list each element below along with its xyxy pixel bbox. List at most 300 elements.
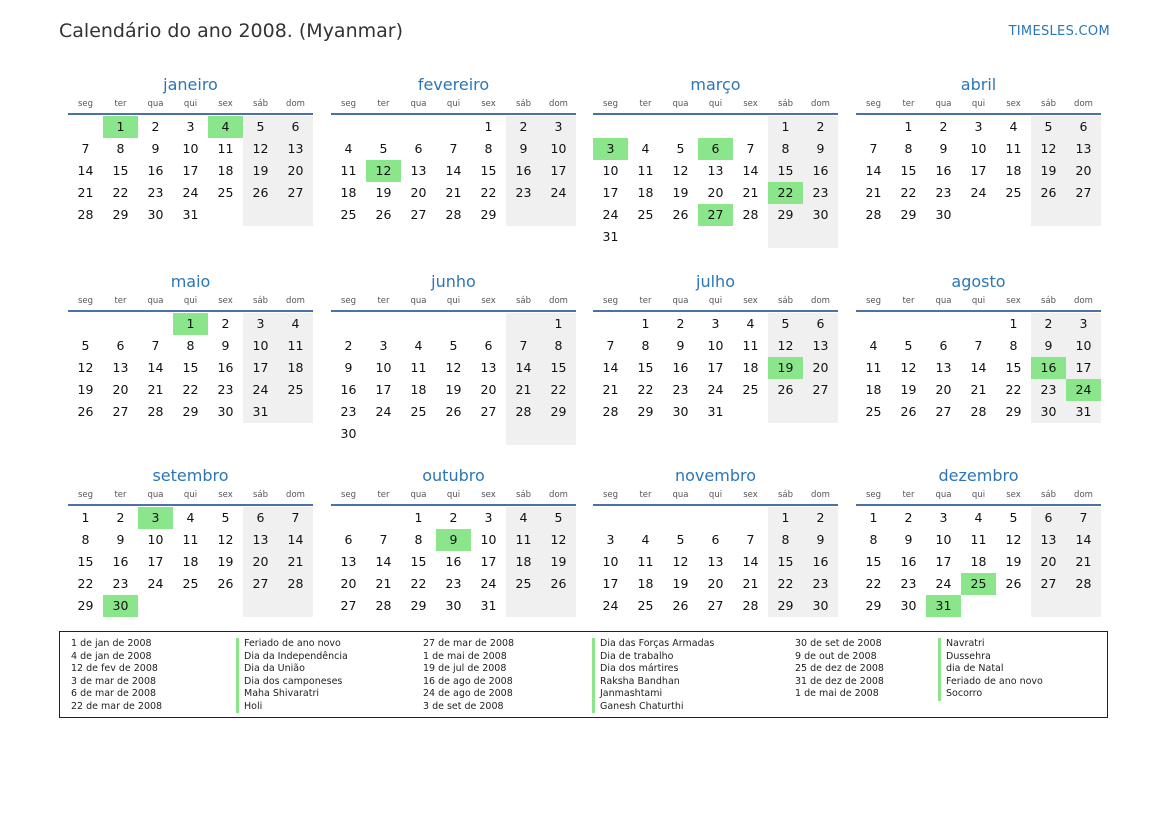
weekday-label: sáb <box>515 99 532 109</box>
day-cell: 13 <box>935 360 952 375</box>
day-cell: 26 <box>445 404 462 419</box>
day-cell: 28 <box>602 404 619 419</box>
day-cell: 5 <box>676 141 685 156</box>
day-cell: 11 <box>637 163 654 178</box>
day-cell: 30 <box>217 404 234 419</box>
day-cell: 9 <box>939 141 948 156</box>
empty-cell <box>331 116 366 138</box>
empty-cell <box>698 507 733 529</box>
day-cell: 27 <box>340 598 357 613</box>
weekday-label: sex <box>743 296 758 306</box>
weekend-day-cell: 27 <box>1066 182 1101 204</box>
empty-cell <box>401 116 436 138</box>
weekday-label: qua <box>410 490 427 500</box>
weekday-header <box>331 294 576 312</box>
day-cell: 25 <box>742 382 759 397</box>
day-cell: 5 <box>379 141 388 156</box>
empty-cell <box>506 313 541 335</box>
day-cell: 10 <box>707 338 724 353</box>
day-cell: 3 <box>186 119 195 134</box>
day-cell: 9 <box>676 338 685 353</box>
day-cell: 12 <box>217 532 234 547</box>
day-cell: 14 <box>77 163 94 178</box>
day-cell: 26 <box>900 404 917 419</box>
weekend-day-cell: 28 <box>278 573 313 595</box>
day-cell: 17 <box>182 163 199 178</box>
day-cell: 10 <box>935 532 952 547</box>
holiday-day-cell: 1 <box>103 116 138 138</box>
weekend-day-cell: 6 <box>243 507 278 529</box>
weekend-day-cell: 27 <box>803 379 838 401</box>
weekend-day-cell: 23 <box>803 573 838 595</box>
day-cell: 23 <box>900 576 917 591</box>
legend-dates-col-2 <box>423 638 514 713</box>
day-cell: 11 <box>742 338 759 353</box>
weekday-label: ter <box>114 296 127 306</box>
day-cell: 24 <box>147 576 164 591</box>
empty-cell <box>856 313 891 335</box>
day-cell: 23 <box>445 576 462 591</box>
empty-cell <box>138 595 173 617</box>
weekend-day-cell: 18 <box>278 357 313 379</box>
day-cell: 7 <box>379 532 388 547</box>
empty-cell <box>208 204 243 226</box>
day-cell: 18 <box>340 185 357 200</box>
day-cell: 23 <box>935 185 952 200</box>
legend-entry: 22 de mar de 2008 <box>71 700 163 712</box>
site-link[interactable]: TIMESLES.COM <box>1008 24 1110 39</box>
month-agosto <box>856 271 1101 423</box>
weekday-label: qua <box>147 99 164 109</box>
weekday-label: sex <box>743 99 758 109</box>
day-cell: 7 <box>869 141 878 156</box>
weekend-day-cell: 1 <box>768 507 803 529</box>
day-cell: 8 <box>1009 338 1018 353</box>
day-cell: 31 <box>707 404 724 419</box>
weekend-day-cell: 20 <box>243 551 278 573</box>
weekend-day-cell: 15 <box>768 551 803 573</box>
holiday-legend <box>59 631 1108 718</box>
weekend-day-cell: 20 <box>803 357 838 379</box>
empty-cell <box>506 204 541 226</box>
weekend-day-cell: 10 <box>243 335 278 357</box>
weekend-day-cell: 13 <box>278 138 313 160</box>
weekday-header <box>331 488 576 506</box>
empty-cell <box>593 116 628 138</box>
empty-cell <box>891 313 926 335</box>
empty-cell <box>471 313 506 335</box>
day-cell: 29 <box>637 404 654 419</box>
day-cell: 1 <box>1009 316 1018 331</box>
weekday-label: seg <box>340 99 357 109</box>
weekend-day-cell: 18 <box>506 551 541 573</box>
weekday-label: dom <box>286 296 305 306</box>
weekday-label: sáb <box>1040 99 1057 109</box>
weekend-day-cell: 29 <box>768 204 803 226</box>
day-cell: 30 <box>445 598 462 613</box>
day-cell: 19 <box>672 576 689 591</box>
weekend-day-cell: 15 <box>768 160 803 182</box>
empty-cell <box>401 313 436 335</box>
day-cell: 6 <box>344 532 353 547</box>
day-cell: 18 <box>182 554 199 569</box>
holiday-day-cell: 25 <box>961 573 996 595</box>
weekend-day-cell: 4 <box>506 507 541 529</box>
weekend-day-cell: 28 <box>1066 573 1101 595</box>
weekday-label: ter <box>902 296 915 306</box>
weekday-label: seg <box>865 296 882 306</box>
weekday-label: qua <box>935 296 952 306</box>
day-cell: 4 <box>186 510 195 525</box>
weekday-label: ter <box>639 296 652 306</box>
weekend-day-cell: 5 <box>243 116 278 138</box>
weekend-day-cell: 30 <box>803 595 838 617</box>
day-cell: 1 <box>641 316 650 331</box>
day-cell: 24 <box>970 185 987 200</box>
holiday-day-cell: 27 <box>698 204 733 226</box>
legend-entry: 24 de ago de 2008 <box>423 688 513 699</box>
weekday-label: sáb <box>1040 296 1057 306</box>
day-cell: 12 <box>445 360 462 375</box>
day-cell: 10 <box>602 554 619 569</box>
weekday-label: qua <box>672 99 689 109</box>
day-cell: 5 <box>904 338 913 353</box>
month-name: junho <box>431 272 476 291</box>
day-cell: 25 <box>410 404 427 419</box>
day-cell: 29 <box>865 598 882 613</box>
day-cell: 31 <box>602 229 619 244</box>
weekend-day-cell: 3 <box>243 313 278 335</box>
day-cell: 11 <box>340 163 357 178</box>
day-cell: 29 <box>480 207 497 222</box>
weekday-label: sáb <box>252 99 269 109</box>
day-cell: 7 <box>81 141 90 156</box>
day-cell: 10 <box>480 532 497 547</box>
day-cell: 4 <box>344 141 353 156</box>
weekend-day-cell: 6 <box>1031 507 1066 529</box>
weekday-label: qua <box>935 490 952 500</box>
weekend-day-cell: 23 <box>506 182 541 204</box>
day-cell: 22 <box>900 185 917 200</box>
empty-cell <box>68 313 103 335</box>
legend-entry: Holi <box>236 701 348 714</box>
day-cell: 31 <box>182 207 199 222</box>
day-cell: 17 <box>602 185 619 200</box>
day-grid <box>856 116 1101 226</box>
weekend-day-cell: 5 <box>541 507 576 529</box>
weekend-day-cell: 31 <box>243 401 278 423</box>
weekday-label: qui <box>446 296 461 306</box>
legend-entry: 3 de mar de 2008 <box>71 675 157 687</box>
weekend-day-cell: 5 <box>768 313 803 335</box>
weekend-day-cell: 23 <box>803 182 838 204</box>
weekend-day-cell: 2 <box>803 507 838 529</box>
day-cell: 24 <box>375 404 392 419</box>
day-cell: 15 <box>900 163 917 178</box>
holiday-day-cell: 16 <box>1031 357 1066 379</box>
day-cell: 6 <box>116 338 125 353</box>
holiday-day-cell: 6 <box>698 138 733 160</box>
day-cell: 17 <box>935 554 952 569</box>
holiday-day-cell: 19 <box>768 357 803 379</box>
month-name: julho <box>696 272 735 291</box>
day-cell: 22 <box>182 382 199 397</box>
holiday-day-cell: 1 <box>173 313 208 335</box>
day-cell: 25 <box>865 404 882 419</box>
weekday-label: dom <box>811 296 830 306</box>
weekday-label: sex <box>1006 296 1021 306</box>
empty-cell <box>628 226 663 248</box>
month-outubro <box>331 465 576 617</box>
weekday-label: seg <box>865 99 882 109</box>
weekend-day-cell: 14 <box>1066 529 1101 551</box>
weekday-label: sáb <box>777 99 794 109</box>
weekend-day-cell: 2 <box>1031 313 1066 335</box>
legend-dates-col-3 <box>795 638 884 701</box>
day-cell: 8 <box>641 338 650 353</box>
day-cell: 18 <box>637 576 654 591</box>
day-grid <box>856 313 1101 423</box>
day-cell: 22 <box>112 185 129 200</box>
day-cell: 21 <box>77 185 94 200</box>
day-cell: 27 <box>410 207 427 222</box>
empty-cell <box>278 401 313 423</box>
day-cell: 1 <box>484 119 493 134</box>
day-cell: 10 <box>375 360 392 375</box>
empty-cell <box>593 507 628 529</box>
weekend-day-cell: 20 <box>278 160 313 182</box>
empty-cell <box>1031 204 1066 226</box>
day-cell: 17 <box>970 163 987 178</box>
day-cell: 14 <box>445 163 462 178</box>
empty-cell <box>366 507 401 529</box>
empty-cell <box>996 204 1031 226</box>
day-cell: 1 <box>904 119 913 134</box>
holiday-day-cell: 3 <box>593 138 628 160</box>
empty-cell <box>803 401 838 423</box>
weekday-label: sex <box>218 99 233 109</box>
weekend-day-cell: 26 <box>768 379 803 401</box>
holiday-day-cell: 24 <box>1066 379 1101 401</box>
day-cell: 18 <box>1005 163 1022 178</box>
day-cell: 8 <box>116 141 125 156</box>
day-cell: 17 <box>147 554 164 569</box>
day-cell: 28 <box>445 207 462 222</box>
weekend-day-cell: 16 <box>803 160 838 182</box>
weekday-header <box>68 97 313 115</box>
weekday-label: qui <box>708 296 723 306</box>
day-cell: 13 <box>340 554 357 569</box>
day-cell: 3 <box>379 338 388 353</box>
day-cell: 15 <box>410 554 427 569</box>
weekend-day-cell: 3 <box>541 116 576 138</box>
weekend-day-cell: 8 <box>541 335 576 357</box>
day-grid <box>68 507 313 617</box>
weekday-label: dom <box>549 99 568 109</box>
day-cell: 27 <box>112 404 129 419</box>
holiday-day-cell: 4 <box>208 116 243 138</box>
weekend-day-cell: 12 <box>1031 138 1066 160</box>
day-cell: 18 <box>217 163 234 178</box>
weekday-label: seg <box>340 296 357 306</box>
day-grid <box>331 507 576 617</box>
day-cell: 21 <box>865 185 882 200</box>
weekday-label: seg <box>865 490 882 500</box>
weekend-day-cell: 14 <box>506 357 541 379</box>
day-cell: 9 <box>221 338 230 353</box>
weekday-label: qui <box>446 99 461 109</box>
weekend-day-cell: 14 <box>278 529 313 551</box>
day-cell: 12 <box>77 360 94 375</box>
day-cell: 4 <box>869 338 878 353</box>
month-name: setembro <box>152 466 229 485</box>
legend-entry: Raksha Bandhan <box>592 676 714 689</box>
legend-entry: Janmashtami <box>592 688 714 701</box>
weekday-label: qui <box>183 490 198 500</box>
weekend-day-cell: 13 <box>803 335 838 357</box>
empty-cell <box>663 116 698 138</box>
day-cell: 19 <box>1005 554 1022 569</box>
day-cell: 24 <box>935 576 952 591</box>
day-cell: 12 <box>672 163 689 178</box>
empty-cell <box>663 226 698 248</box>
empty-cell <box>733 226 768 248</box>
day-cell: 13 <box>410 163 427 178</box>
holiday-day-cell: 31 <box>926 595 961 617</box>
day-cell: 2 <box>676 316 685 331</box>
day-cell: 1 <box>869 510 878 525</box>
weekend-day-cell: 29 <box>768 595 803 617</box>
page-title: Calendário do ano 2008. (Myanmar) <box>59 20 403 42</box>
empty-cell <box>366 116 401 138</box>
day-cell: 9 <box>344 360 353 375</box>
weekend-day-cell: 17 <box>541 160 576 182</box>
empty-cell <box>278 204 313 226</box>
empty-cell <box>506 595 541 617</box>
empty-cell <box>926 313 961 335</box>
day-grid <box>593 313 838 423</box>
empty-cell <box>1066 204 1101 226</box>
weekend-day-cell: 27 <box>243 573 278 595</box>
day-cell: 24 <box>602 598 619 613</box>
holiday-day-cell: 12 <box>366 160 401 182</box>
day-cell: 25 <box>637 207 654 222</box>
empty-cell <box>436 313 471 335</box>
weekend-day-cell: 19 <box>541 551 576 573</box>
day-cell: 15 <box>77 554 94 569</box>
month-name: agosto <box>951 272 1006 291</box>
month-março <box>593 74 838 248</box>
weekday-label: sáb <box>515 296 532 306</box>
weekend-day-cell: 27 <box>278 182 313 204</box>
weekday-label: qui <box>708 99 723 109</box>
legend-entry: 30 de set de 2008 <box>795 638 882 649</box>
month-dezembro <box>856 465 1101 617</box>
day-cell: 27 <box>480 404 497 419</box>
day-cell: 2 <box>939 119 948 134</box>
day-cell: 6 <box>484 338 493 353</box>
day-cell: 11 <box>182 532 199 547</box>
day-cell: 8 <box>904 141 913 156</box>
weekday-label: dom <box>286 490 305 500</box>
day-cell: 22 <box>865 576 882 591</box>
weekday-label: qui <box>446 490 461 500</box>
day-cell: 11 <box>1005 141 1022 156</box>
empty-cell <box>436 423 471 445</box>
holiday-day-cell: 3 <box>138 507 173 529</box>
day-cell: 13 <box>480 360 497 375</box>
day-cell: 12 <box>900 360 917 375</box>
day-cell: 21 <box>147 382 164 397</box>
day-cell: 9 <box>904 532 913 547</box>
weekday-label: sex <box>481 490 496 500</box>
empty-cell <box>663 507 698 529</box>
weekend-day-cell: 6 <box>278 116 313 138</box>
weekday-label: sex <box>218 490 233 500</box>
day-cell: 29 <box>112 207 129 222</box>
legend-entry: Dia das Forças Armadas <box>592 638 714 651</box>
day-cell: 30 <box>900 598 917 613</box>
legend-entry: 9 de out de 2008 <box>795 650 877 662</box>
day-cell: 15 <box>480 163 497 178</box>
legend-entry: 19 de jul de 2008 <box>423 663 507 674</box>
day-cell: 27 <box>935 404 952 419</box>
legend-entry: Navratri <box>938 638 1043 651</box>
weekday-header <box>856 488 1101 506</box>
day-cell: 16 <box>147 163 164 178</box>
weekend-day-cell: 15 <box>541 357 576 379</box>
weekday-label: ter <box>114 99 127 109</box>
weekday-header <box>593 488 838 506</box>
day-cell: 18 <box>865 382 882 397</box>
day-cell: 25 <box>637 598 654 613</box>
weekend-day-cell: 30 <box>1031 401 1066 423</box>
weekend-day-cell: 12 <box>541 529 576 551</box>
weekend-day-cell: 29 <box>541 401 576 423</box>
day-cell: 23 <box>340 404 357 419</box>
empty-cell <box>961 204 996 226</box>
legend-entry: 1 de jan de 2008 <box>71 638 152 649</box>
day-cell: 24 <box>707 382 724 397</box>
day-cell: 11 <box>217 141 234 156</box>
weekday-label: ter <box>902 490 915 500</box>
day-cell: 6 <box>414 141 423 156</box>
weekend-day-cell: 5 <box>1031 116 1066 138</box>
holiday-day-cell: 22 <box>768 182 803 204</box>
weekend-day-cell: 16 <box>506 160 541 182</box>
weekend-day-cell: 20 <box>1066 160 1101 182</box>
weekend-day-cell: 26 <box>541 573 576 595</box>
month-julho <box>593 271 838 423</box>
weekend-day-cell: 1 <box>768 116 803 138</box>
empty-cell <box>768 401 803 423</box>
day-cell: 1 <box>414 510 423 525</box>
empty-cell <box>628 116 663 138</box>
weekend-day-cell: 9 <box>1031 335 1066 357</box>
weekday-label: ter <box>377 296 390 306</box>
day-cell: 2 <box>151 119 160 134</box>
empty-cell <box>803 226 838 248</box>
day-cell: 13 <box>112 360 129 375</box>
empty-cell <box>68 116 103 138</box>
day-cell: 14 <box>865 163 882 178</box>
weekend-day-cell: 6 <box>803 313 838 335</box>
weekday-label: qua <box>410 296 427 306</box>
day-cell: 7 <box>606 338 615 353</box>
weekend-day-cell: 25 <box>506 573 541 595</box>
weekday-label: sáb <box>777 296 794 306</box>
day-cell: 21 <box>602 382 619 397</box>
